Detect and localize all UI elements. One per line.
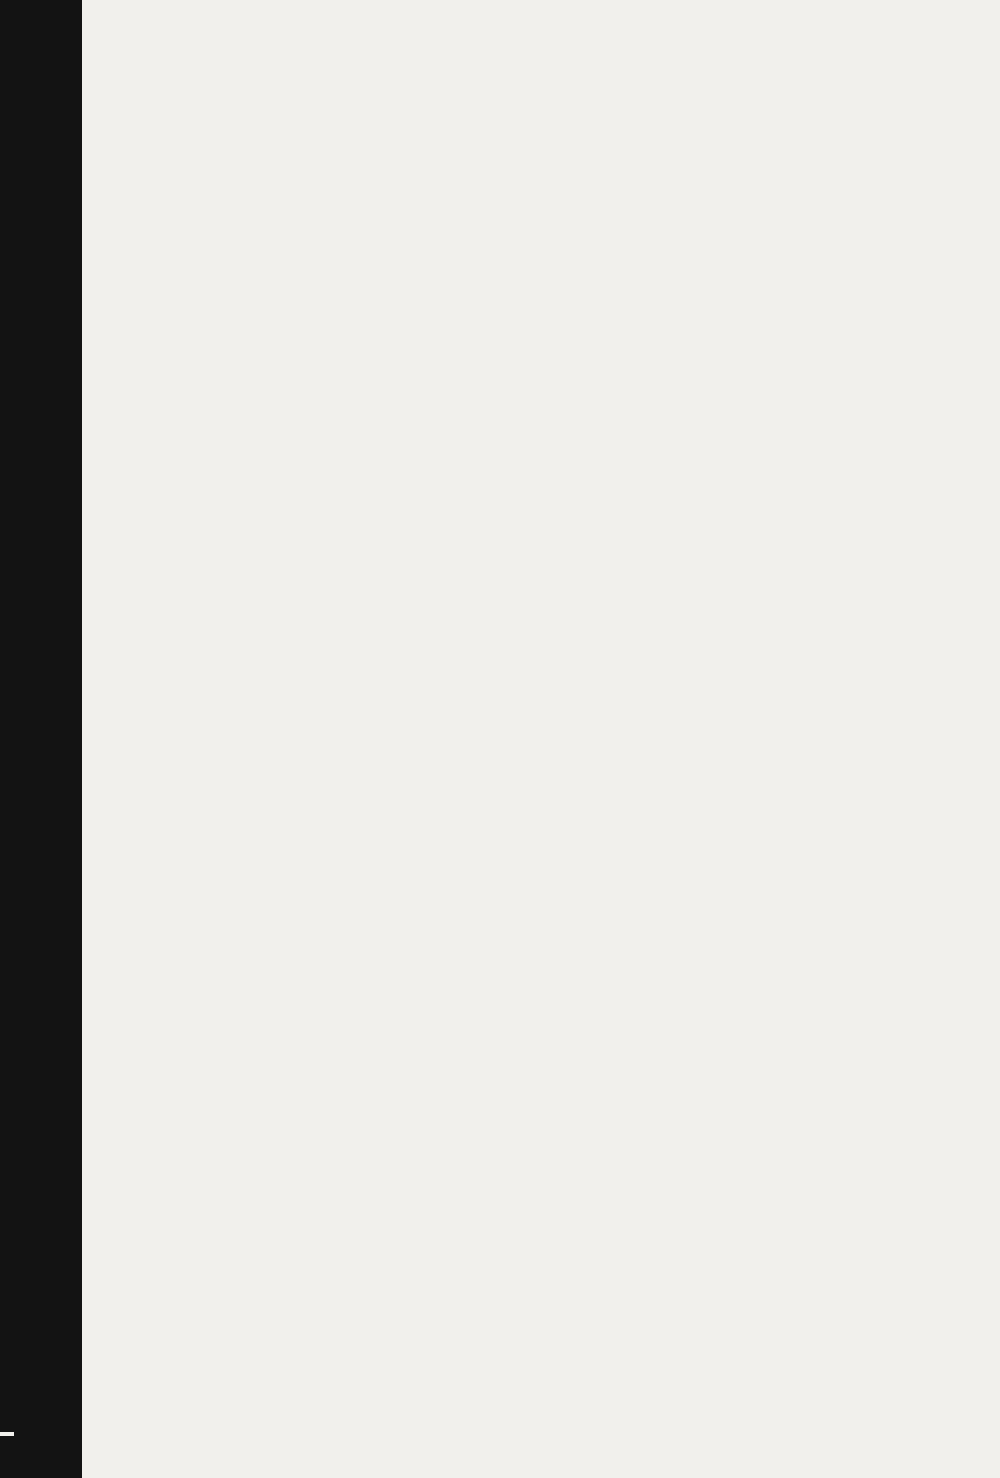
dialect-distribution-map [82, 500, 682, 1390]
edge-tick [0, 1432, 14, 1436]
page-edge-bar [0, 0, 82, 1478]
